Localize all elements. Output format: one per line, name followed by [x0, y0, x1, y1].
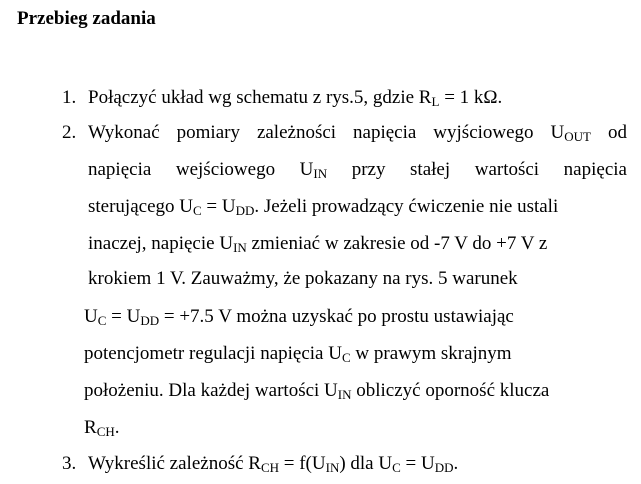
item-2-line-5: krokiem 1 V. Zauważmy, że pokazany na rys. 5 warunek [88, 268, 518, 289]
item-2-line-1: Wykonać pomiary zależności napięcia wyjściowego $U_{OUT}$ od [88, 122, 627, 144]
item-number: 1. [62, 87, 77, 108]
item-2-line-3: sterującego $U_C = U_{DD}$. Jeżeli prowadzący ćwiczenie nie ustali [88, 196, 559, 218]
item-1-line-1: Połączyć układ wg schematu z rys.5, gdzie $R_L = 1$ kΩ. [88, 87, 503, 109]
item-3-line-1: Wykreślić zależność $R_{CH} = f(U_{IN})$ dla $U_C = U_{DD}$. [88, 453, 459, 475]
item-2-line-9: $R_{CH}$. [84, 417, 120, 439]
item-2-line-2: napięcia wejściowego $U_{IN}$ przy stałej wartości napięcia [88, 159, 627, 181]
item-number: 3. [62, 453, 77, 474]
item-2-line-6: $U_C = U_{DD} = +7.5$ V można uzyskać po prostu ustawiając [84, 306, 514, 328]
item-2-line-4: inaczej, napięcie $U_{IN}$ zmieniać w zakresie od -7 V do +7 V z [88, 233, 548, 255]
item-2-line-7: potencjometr regulacji napięcia $U_C$ w prawym skrajnym [84, 343, 512, 365]
item-2-line-8: położeniu. Dla każdej wartości $U_{IN}$ obliczyć oporność klucza [84, 380, 550, 402]
section-heading: Przebieg zadania [17, 8, 156, 29]
item-number: 2. [62, 122, 77, 143]
